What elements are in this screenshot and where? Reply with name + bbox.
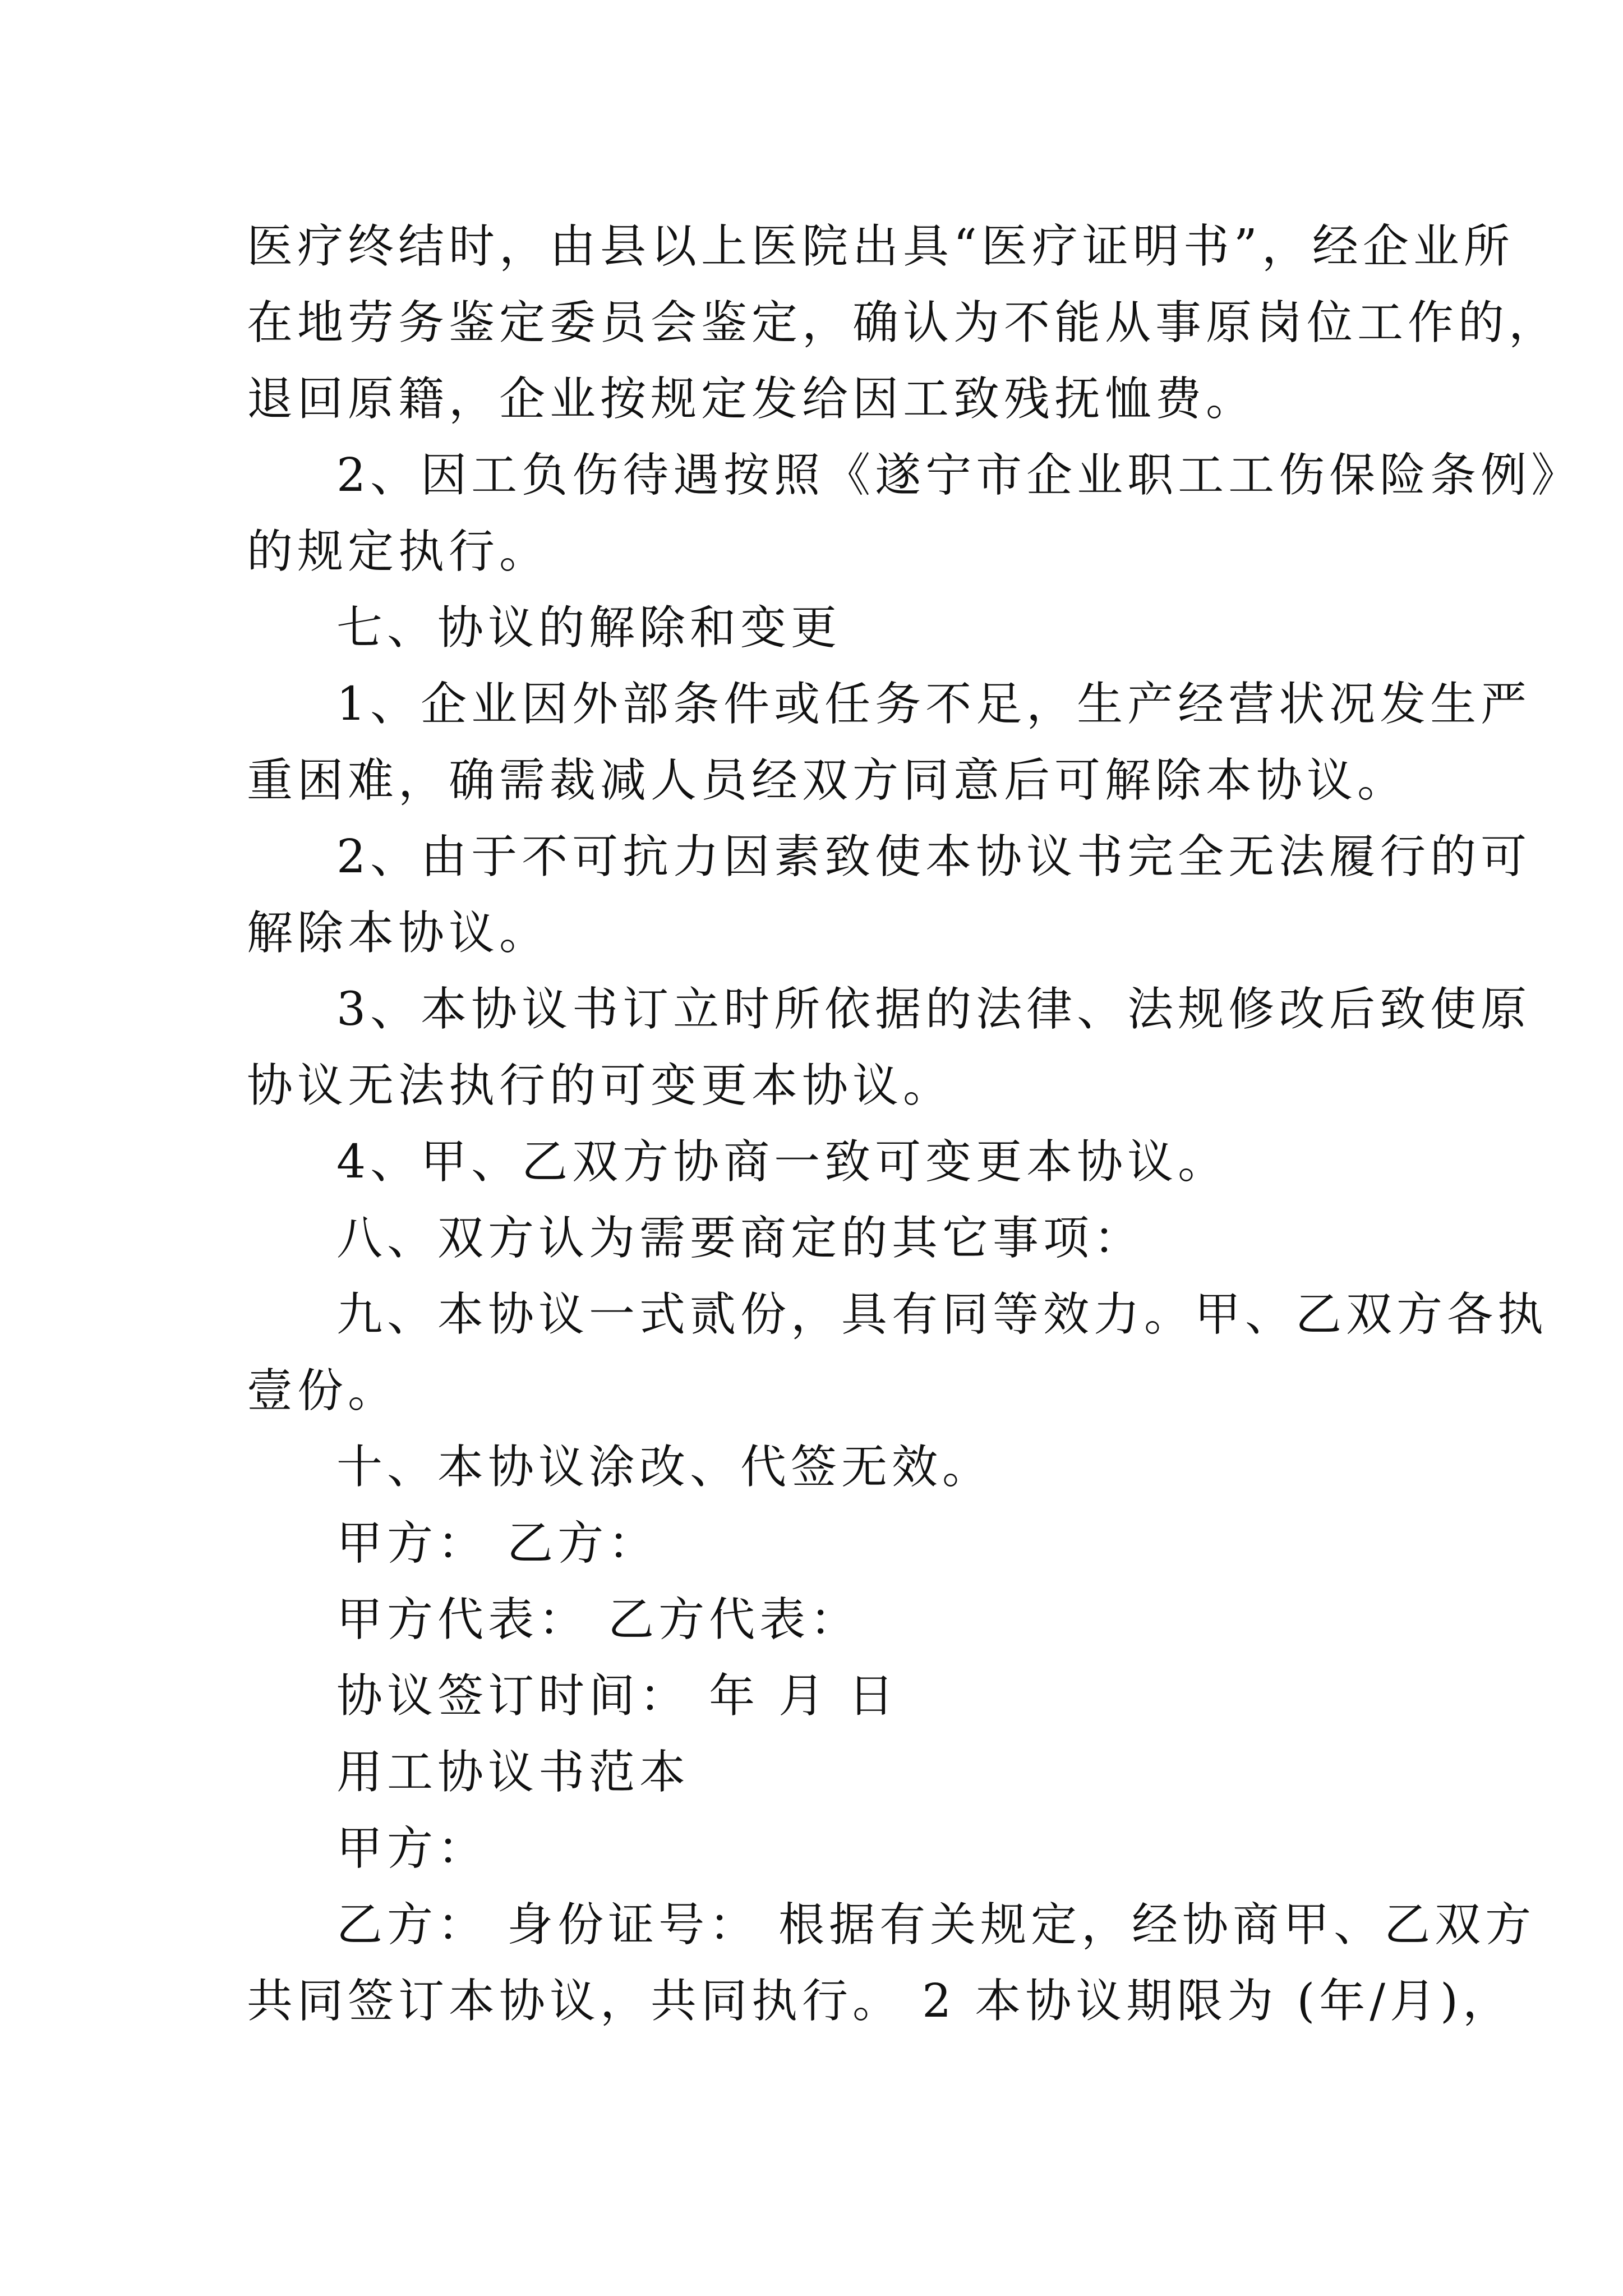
text-line: 3、本协议书订立时所依据的法律、法规修改后致使原 xyxy=(336,983,1532,1036)
text-line: 在地劳务鉴定委员会鉴定，确认为不能从事原岗位工作的， xyxy=(247,296,1560,349)
text-line: 共同签订本协议，共同执行。 2 本协议期限为 (年/月)， xyxy=(247,1975,1513,2028)
signature-representatives: 甲方代表： 乙方代表： xyxy=(336,1593,861,1646)
party-a: 甲方： xyxy=(336,1822,488,1875)
text-line: 壹份。 xyxy=(247,1364,399,1418)
text-line: 协议无法执行的可变更本协议。 xyxy=(247,1059,954,1112)
text-line: 1、企业因外部条件或任务不足，生产经营状况发生严 xyxy=(336,678,1532,731)
text-line: 解除本协议。 xyxy=(247,907,550,960)
text-line: 的规定执行。 xyxy=(247,525,550,578)
signature-parties: 甲方： 乙方： xyxy=(336,1517,659,1570)
text-line: 2、因工负伤待遇按照《遂宁市企业职工工伤保险条例》 xyxy=(336,449,1582,502)
section-heading: 九、本协议一式贰份，具有同等效力。甲、乙双方各执 xyxy=(336,1288,1548,1341)
document-body xyxy=(247,209,1582,2040)
text-line: 重困难，确需裁减人员经双方同意后可解除本协议。 xyxy=(247,754,1408,807)
signing-date: 协议签订时间： 年 月 日 xyxy=(336,1669,899,1723)
section-heading: 七、协议的解除和变更 xyxy=(336,601,842,655)
text-line: 医疗终结时，由县以上医院出具“医疗证明书”，经企业所 xyxy=(247,220,1514,273)
text-line: 2、由于不可抗力因素致使本协议书完全无法履行的可 xyxy=(336,830,1532,884)
section-heading: 十、本协议涂改、代签无效。 xyxy=(336,1441,993,1494)
document-title: 用工协议书范本 xyxy=(336,1746,690,1799)
section-heading: 八、双方认为需要商定的其它事项： xyxy=(336,1212,1145,1265)
text-line: 4、甲、乙双方协商一致可变更本协议。 xyxy=(336,1135,1229,1189)
party-b: 乙方： 身份证号： 根据有关规定，经协商甲、乙双方 xyxy=(336,1898,1536,1952)
text-line: 退回原籍，企业按规定发给因工致残抚恤费。 xyxy=(247,372,1257,426)
